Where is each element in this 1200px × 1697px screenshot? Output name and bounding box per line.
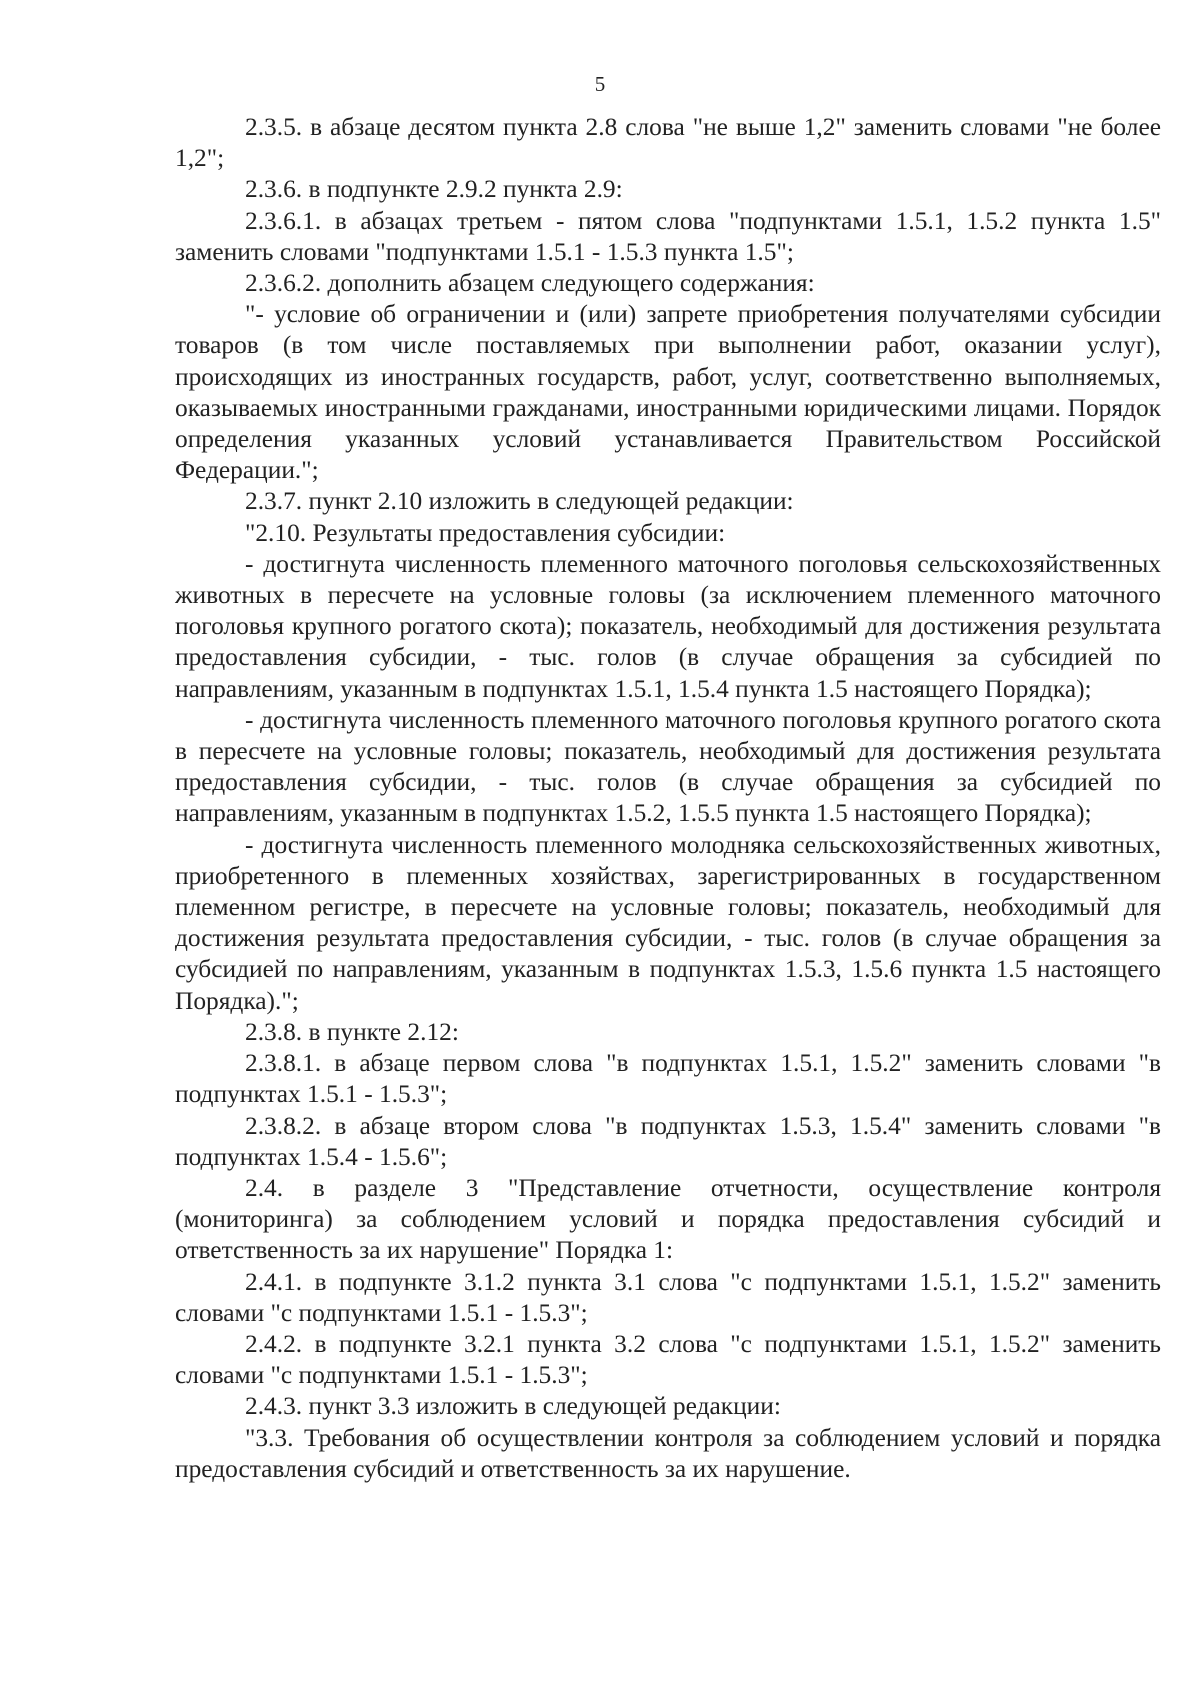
paragraph: 2.3.6. в подпункте 2.9.2 пункта 2.9: (245, 175, 623, 204)
paragraph: 2.4. в разделе 3 "Представление отчетности, осуществление контроля (мониторинга) за соблюдением условий и порядка предоставления субсидий и ответственность за их нарушение" Порядка 1: (175, 1173, 1161, 1265)
paragraph: 2.3.6.1. в абзацах третьем - пятом слова "подпунктами 1.5.1, 1.5.2 пункта 1.5" заменить словами "подпунктами 1.5.1 - 1.5.3 пункта 1.5"; (175, 206, 1161, 266)
paragraph: 2.3.6.2. дополнить абзацем следующего содержания: (245, 269, 815, 298)
paragraph: 2.3.7. пункт 2.10 изложить в следующей редакции: (245, 487, 794, 516)
document-body (175, 112, 1161, 1485)
quoted-paragraph: "2.10. Результаты предоставления субсидии: (245, 518, 726, 547)
list-item: - достигнута численность племенного молодняка сельскохозяйственных животных, приобретенного в племенных хозяйствах, зарегистрированных в государственном племенном регистре, в пересчете на условные головы; показатель, необходимый для достижения результата предоставления субсидии, - тыс. голов (в случае обращения за субсидией по направлениям, указанным в подпунктах 1.5.3, 1.5.6 пункта 1.5 настоящего Порядка)."; (175, 830, 1161, 1015)
paragraph: 2.4.3. пункт 3.3 изложить в следующей редакции: (245, 1392, 781, 1421)
paragraph: 2.3.8.2. в абзаце втором слова "в подпунктах 1.5.3, 1.5.4" заменить словами "в подпунктах 1.5.4 - 1.5.6"; (175, 1111, 1161, 1171)
paragraph: 2.4.1. в подпункте 3.1.2 пункта 3.1 слова "с подпунктами 1.5.1, 1.5.2" заменить словами "с подпунктами 1.5.1 - 1.5.3"; (175, 1267, 1161, 1327)
paragraph: 2.4.2. в подпункте 3.2.1 пункта 3.2 слова "с подпунктами 1.5.1, 1.5.2" заменить словами "с подпунктами 1.5.1 - 1.5.3"; (175, 1329, 1161, 1390)
quoted-paragraph: "- условие об ограничении и (или) запрете приобретения получателями субсидии товаров (в том числе поставляемых при выполнении работ, оказании услуг), происходящих из иностранных государств, работ, услуг, соответственно выполняемых, оказываемых иностранными гражданами, иностранными юридическими лицами. Порядок определения указанных условий устанавливается Правительством Российской Федерации."; (175, 300, 1161, 485)
page-number: 5 (594, 72, 606, 96)
paragraph: 2.3.8.1. в абзаце первом слова "в подпунктах 1.5.1, 1.5.2" заменить словами "в подпунктах 1.5.1 - 1.5.3"; (175, 1049, 1161, 1109)
list-item: - достигнута численность племенного маточного поголовья крупного рогатого скота в пересчете на условные головы; показатель, необходимый для достижения результата предоставления субсидии, - тыс. голов (в случае обращения за субсидией по направлениям, указанным в подпунктах 1.5.2, 1.5.5 пункта 1.5 настоящего Порядка); (175, 705, 1161, 828)
list-item: - достигнута численность племенного маточного поголовья сельскохозяйственных животных в пересчете на условные головы (за исключением племенного маточного поголовья крупного рогатого скота); показатель, необходимый для достижения результата предоставления субсидии, - тыс. голов (в случае обращения за субсидией по направлениям, указанным в подпунктах 1.5.1, 1.5.4 пункта 1.5 настоящего Порядка); (175, 549, 1161, 703)
paragraph: 2.3.5. в абзаце десятом пункта 2.8 слова "не выше 1,2" заменить словами "не более 1,2"; (175, 113, 1161, 173)
paragraph: 2.3.8. в пункте 2.12: (245, 1017, 459, 1046)
quoted-paragraph: "3.3. Требования об осуществлении контроля за соблюдением условий и порядка предоставления субсидий и ответственность за их нарушение. (175, 1423, 1161, 1483)
